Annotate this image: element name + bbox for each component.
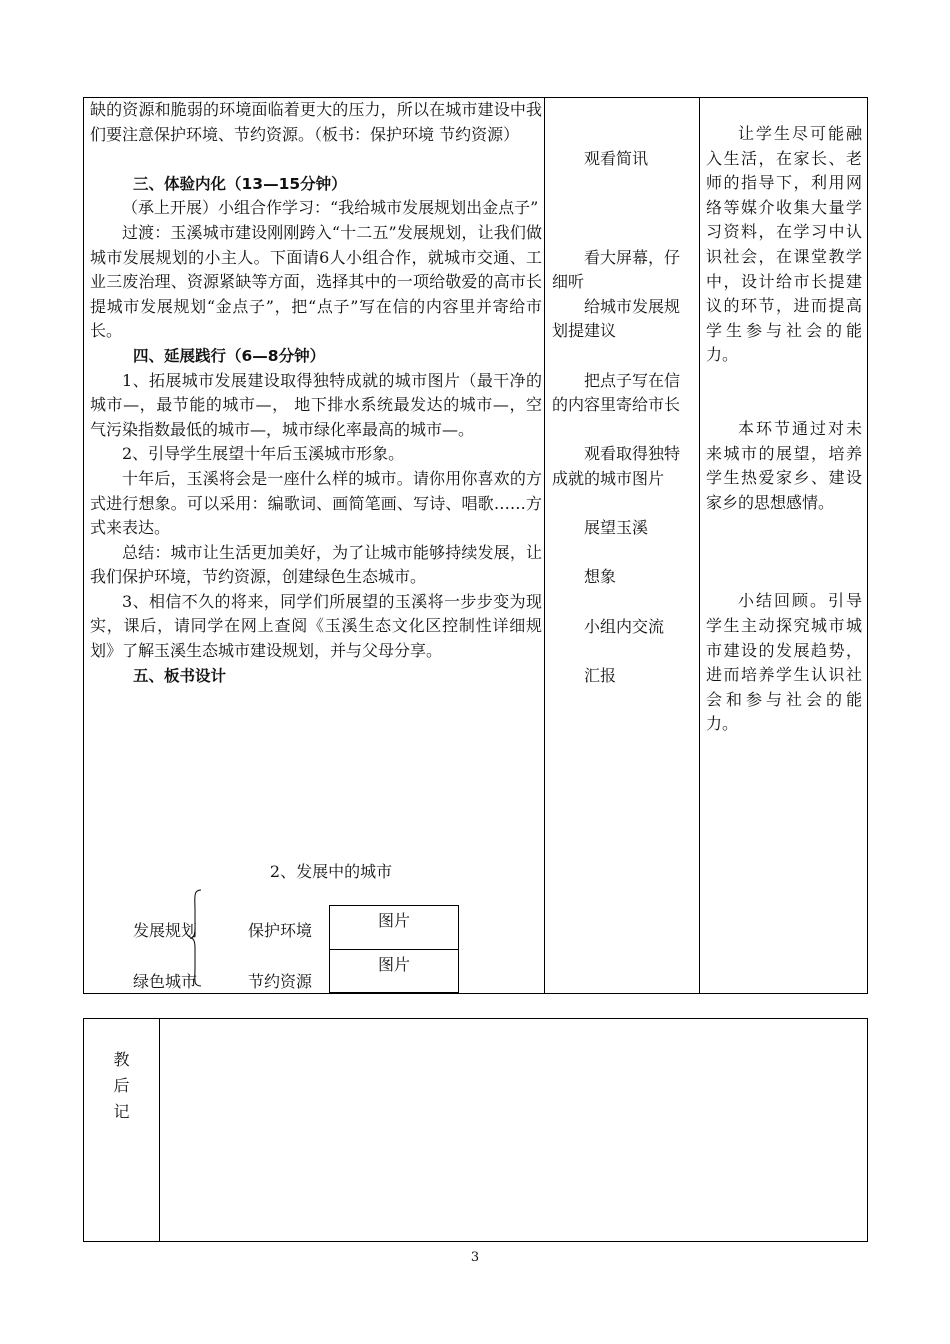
notes-label-char: 教 [113,1050,130,1069]
paragraph: 十年后，玉溪将会是一座什么样的城市。请你用你喜欢的方式进行想象。可以采用：编歌词、画简笔画、写诗、唱歌……方式来表达。 [90,468,542,538]
page-number: 3 [470,1250,480,1265]
design-intent-column [706,98,862,993]
board-title: 2、发展中的城市 [269,862,393,881]
design-intent: 让学生尽可能融入生活，在家长、老师的指导下，利用网络等媒介收集大量学习资料，在学习中认识社会，在课堂教学中，设计给市长提建议的环节，进而提高学生参与社会的能力。 [706,124,862,365]
paragraph: 1、拓展城市发展建设取得独特成就的城市图片（最干净的城市—，最节能的城市—， 地下排水系统最发达的城市—，空气污染指数最低的城市—，城市绿化率最高的城市—。 [90,370,542,439]
board-left-label: 绿色城市 [133,972,198,991]
student-activity: 展望玉溪 [584,518,649,538]
paragraph: 缺的资源和脆弱的环境面临着更大的压力，所以在城市建设中我们要注意保护环境、节约资源。（板书：保护环境 节约资源） [90,100,542,144]
picture-cell: 图片 [377,955,410,974]
paragraph: （承上开展）小组合作学习：“我给城市发展规划出金点子” [122,198,539,218]
notes-label-char: 记 [113,1102,130,1121]
column-divider [699,98,700,993]
blackboard-design [90,862,542,994]
section-heading: 五、板书设计 [133,666,227,685]
student-activity: 看大屏幕，仔细听 [552,247,681,292]
student-activity: 想象 [584,567,617,587]
board-mid-label: 节约资源 [248,972,313,991]
design-intent: 小结回顾。引导学生主动探究城市城市建设的发展趋势，进而培养学生认识社会和参与社会的能力。 [706,591,862,734]
student-activity-column [552,98,694,993]
paragraph: 总结：城市让生活更加美好，为了让城市能够持续发展，让我们保护环境，节约资源，创建绿色生态城市。 [90,542,542,587]
paragraph: 过渡：玉溪城市建设刚刚跨入“十二五”发展规划，让我们做城市发展规划的小主人。下面请6人小组合作，就城市交通、工业三废治理、资源紧缺等方面，选择其中的一项给敬爱的高市长提城市发展规划“金点子”，把“点子”写在信的内容里并寄给市长。 [90,222,542,341]
student-activity: 观看简讯 [584,149,649,168]
student-activity: 小组内交流 [584,616,665,636]
paragraph: 3、相信不久的将来，同学们所展望的玉溪将一步步变为现实，课后，请同学在网上查阅《玉溪生态文化区控制性详细规划》了解玉溪生态城市建设规划，并与父母分享。 [90,591,542,661]
paragraph: 2、引导学生展望十年后玉溪城市形象。 [122,444,405,464]
notes-label [84,1019,160,1241]
student-activity: 观看取得独特成就的城市图片 [552,444,681,488]
board-mid-label: 保护环境 [248,921,313,940]
student-activity: 汇报 [584,665,617,685]
design-intent: 本环节通过对未来城市的展望，培养学生热爱家乡、建设家乡的思想感情。 [706,418,862,512]
teacher-activity-column [90,98,542,993]
picture-cell: 图片 [330,906,458,950]
lesson-plan-table [83,97,868,994]
notes-label-char: 后 [113,1076,130,1095]
section-heading: 四、延展践行（6—8分钟） [133,346,326,365]
board-left-label: 发展规划 [133,921,198,940]
brace-icon [189,888,203,988]
picture-box [329,905,459,993]
student-activity: 把点子写在信的内容里寄给市长 [552,370,681,415]
post-lesson-notes-table [83,1018,868,1242]
section-heading: 三、体验内化（13—15分钟） [133,174,347,193]
student-activity: 给城市发展规划提建议 [552,296,681,341]
column-divider [544,98,545,993]
